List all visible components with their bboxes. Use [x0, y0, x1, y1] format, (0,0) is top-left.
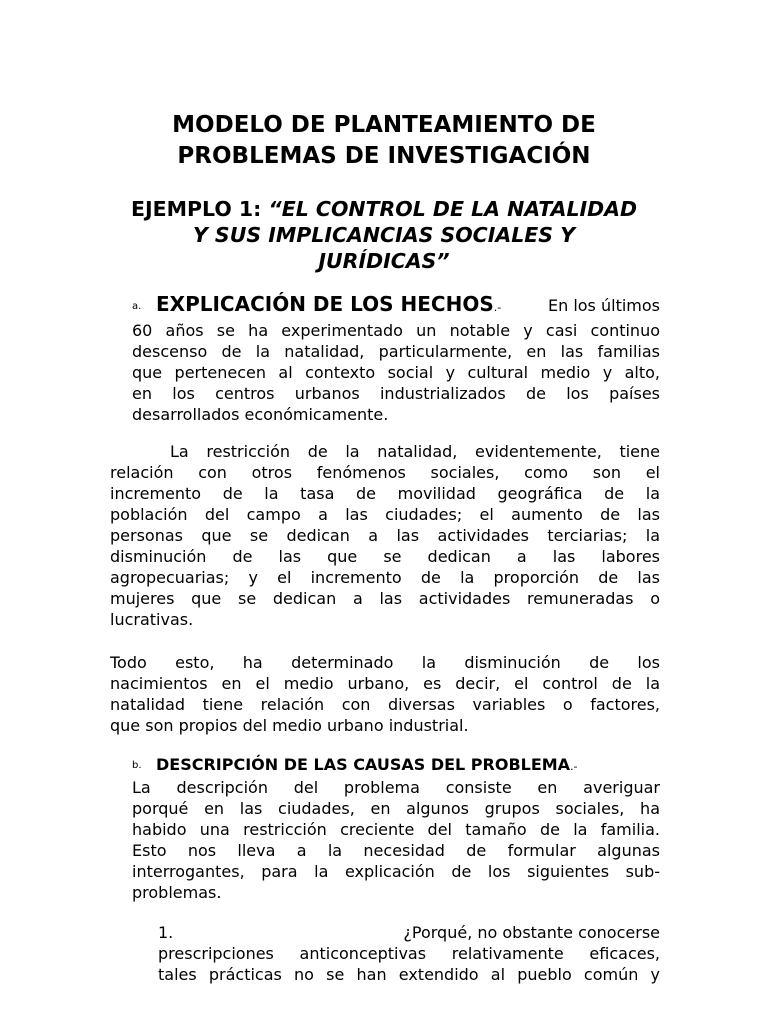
section-b-line: La descripción del problema consiste en averiguar — [132, 778, 660, 797]
section-a-first-text: En los últimos — [547, 296, 660, 315]
section-b-line: problemas. — [132, 883, 222, 902]
paragraph-line: que son propios del medio urbano industrial. — [110, 716, 469, 735]
section-a-line: desarrollados económicamente. — [132, 405, 389, 424]
section-b — [132, 754, 660, 903]
example-line: Y SUS IMPLICANCIAS SOCIALES Y — [192, 223, 576, 247]
section-b-line: Esto nos lleva a la necesidad de formular algunas — [132, 841, 660, 860]
numbered-item-1 — [158, 922, 660, 985]
section-a-first-line — [132, 292, 660, 320]
paragraph-line: disminución de las que se dedican a las labores — [110, 547, 660, 566]
section-a-line: 60 años se ha experimentado un notable y casi continuo — [132, 321, 660, 340]
section-b-line: porqué en las ciudades, en algunos grupos sociales, ha — [132, 799, 660, 818]
numbered-item-number: 1. — [158, 923, 174, 942]
section-a-heading: EXPLICACIÓN DE LOS HECHOS — [156, 292, 494, 316]
numbered-item-line: tales prácticas no se han extendido al pueblo común y — [158, 965, 660, 984]
section-b-first-line — [132, 754, 660, 777]
example-title-italic: “EL CONTROL DE LA NATALIDAD — [268, 197, 638, 221]
example-line — [100, 196, 668, 222]
section-b-suffix: .- — [570, 760, 578, 773]
section-b-line: interrogantes, para la explicación de los siguientes sub- — [132, 862, 660, 881]
title-line: PROBLEMAS DE INVESTIGACIÓN — [177, 143, 591, 169]
paragraph-line: incremento de la tasa de movilidad geográfica de la — [110, 484, 660, 503]
section-a — [132, 292, 660, 425]
paragraph-line: natalidad tiene relación con diversas variables o factores, — [110, 695, 660, 714]
example-label: EJEMPLO 1: — [130, 197, 269, 221]
paragraph-line: lucrativas. — [110, 610, 194, 629]
numbered-item-first-text: ¿Porqué, no obstante conocerse — [403, 923, 660, 942]
section-a-line: en los centros urbanos industrializados de los países — [132, 384, 660, 403]
paragraph-line: nacimientos en el medio urbano, es decir, el control de la — [110, 674, 660, 693]
numbered-item-line: prescripciones anticonceptivas relativamente eficaces, — [158, 944, 660, 963]
section-a-line: que pertenecen al contexto social y cultural medio y alto, — [132, 363, 660, 382]
example-heading — [100, 196, 668, 274]
title-line: MODELO DE PLANTEAMIENTO DE — [172, 112, 596, 138]
section-a-line: descenso de la natalidad, particularmente, en las familias — [132, 342, 660, 361]
document-title — [60, 110, 708, 172]
paragraph-line: relación con otros fenómenos sociales, como son el — [110, 463, 660, 482]
paragraph-2 — [110, 652, 660, 736]
paragraph-1 — [110, 441, 660, 630]
paragraph-line: agropecuarias; y el incremento de la proporción de las — [110, 568, 660, 587]
section-a-marker: a. — [132, 301, 142, 312]
section-a-suffix: .- — [493, 301, 502, 314]
section-b-marker: b. — [132, 760, 142, 771]
numbered-item-first-line — [158, 922, 660, 943]
paragraph-line: La restricción de la natalidad, evidentemente, tiene — [170, 442, 660, 461]
section-b-line: habido una restricción creciente del tamaño de la familia. — [132, 820, 660, 839]
example-line: JURÍDICAS” — [318, 249, 450, 273]
section-b-heading: DESCRIPCIÓN DE LAS CAUSAS DEL PROBLEMA — [156, 755, 571, 774]
paragraph-line: personas que se dedican a las actividades terciarias; la — [110, 526, 660, 545]
paragraph-line: mujeres que se dedican a las actividades remuneradas o — [110, 589, 660, 608]
paragraph-line: población del campo a las ciudades; el aumento de las — [110, 505, 660, 524]
paragraph-line: Todo esto, ha determinado la disminución de los — [110, 653, 660, 672]
